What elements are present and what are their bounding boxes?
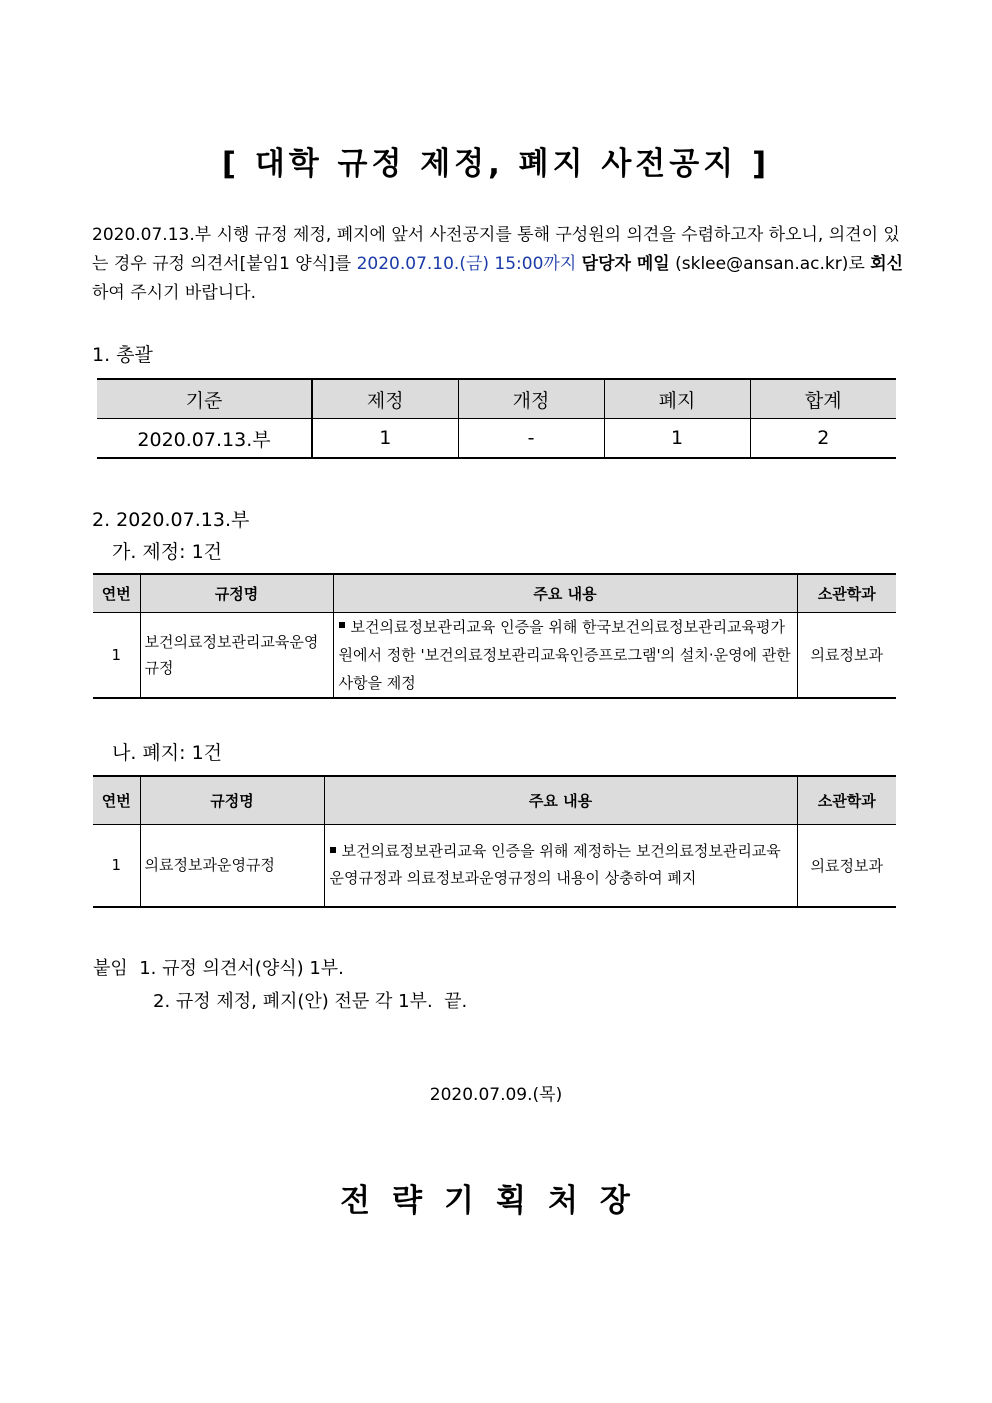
- enact-header-content: 주요 내용: [333, 574, 797, 612]
- enact-header-row: [93, 574, 896, 612]
- abolish-header-no: 연번: [93, 776, 140, 824]
- abolish-content-text: 보건의료정보관리교육 인증을 위해 제정하는 보건의료정보관리교육운영규정과 의료정보과운영규정의 내용이 상충하여 폐지: [329, 842, 781, 888]
- section2-heading: 2. 2020.07.13.부: [92, 509, 250, 531]
- section1-heading: 1. 총괄: [92, 344, 153, 366]
- abolish-table: [93, 775, 896, 908]
- summary-header-row: [97, 379, 896, 419]
- intro-text-1: 2020.07.13.부 시행 규정 제정, 폐지에 앞서 사전공지를 통해 구성원의 의견을 수렴하고자 하오니, 의견이 있는 경우 규정 의견서[붙임1 양식]를: [92, 225, 900, 274]
- enact-content: [333, 612, 797, 698]
- abolish-header-row: [93, 776, 896, 824]
- table-row: [93, 612, 896, 698]
- cell-basis: 2020.07.13.부: [97, 419, 312, 459]
- enact-table: [93, 573, 896, 699]
- abolish-dept: 의료정보과: [797, 824, 896, 907]
- enact-name: 보건의료정보관리교육운영규정: [140, 612, 333, 698]
- header-basis: 기준: [97, 379, 312, 419]
- header-enact: 제정: [312, 379, 458, 419]
- cell-abolish: 1: [604, 419, 750, 459]
- header-amend: 개정: [458, 379, 604, 419]
- signature: 전략기획처장: [340, 1183, 652, 1219]
- enact-content-text: 보건의료정보관리교육 인증을 위해 한국보건의료정보관리교육평가원에서 정한 '보건의료정보관리교육인증프로그램'의 설치·운영에 관한 사항을 제정: [338, 617, 791, 692]
- attachments-end: 끝.: [444, 991, 468, 1012]
- attachment-item-2: 2. 규정 제정, 폐지(안) 전문 각 1부.: [153, 991, 433, 1012]
- abolish-header-dept: 소관학과: [797, 776, 896, 824]
- enact-header-name: 규정명: [140, 574, 333, 612]
- deadline: 2020.07.10.(금) 15:00까지: [356, 254, 577, 274]
- summary-table: [97, 378, 896, 459]
- enact-header-no: 연번: [93, 574, 140, 612]
- attachment-item-1: 1. 규정 의견서(양식) 1부.: [139, 958, 344, 979]
- enact-header-dept: 소관학과: [797, 574, 896, 612]
- intro-email: (sklee@ansan.ac.kr)로: [669, 254, 871, 274]
- square-bullet-icon: [339, 622, 345, 628]
- attachments-label: 붙임: [93, 958, 128, 979]
- cell-amend: -: [458, 419, 604, 459]
- attachments: [93, 952, 467, 1018]
- abolish-no: 1: [93, 824, 140, 907]
- abolish-heading: 나. 폐지: 1건: [112, 742, 223, 764]
- cell-total: 2: [750, 419, 896, 459]
- reply-label: 회신: [870, 254, 904, 274]
- table-row: [93, 824, 896, 907]
- enact-heading: 가. 제정: 1건: [112, 541, 223, 563]
- document-title: [ 대학 규정 제정, 폐지 사전공지 ]: [221, 146, 771, 182]
- document-date: 2020.07.09.(목): [429, 1085, 563, 1105]
- summary-row: [97, 419, 896, 459]
- abolish-content: [324, 824, 797, 907]
- header-total: 합계: [750, 379, 896, 419]
- cell-enact: 1: [312, 419, 458, 459]
- header-abolish: 폐지: [604, 379, 750, 419]
- intro-paragraph: [92, 221, 912, 308]
- enact-dept: 의료정보과: [797, 612, 896, 698]
- square-bullet-icon: [330, 847, 336, 853]
- enact-no: 1: [93, 612, 140, 698]
- contact-label: 담당자 메일: [581, 254, 670, 274]
- abolish-header-content: 주요 내용: [324, 776, 797, 824]
- abolish-header-name: 규정명: [140, 776, 324, 824]
- intro-text-end: 하여 주시기 바랍니다.: [92, 283, 257, 303]
- abolish-name: 의료정보과운영규정: [140, 824, 324, 907]
